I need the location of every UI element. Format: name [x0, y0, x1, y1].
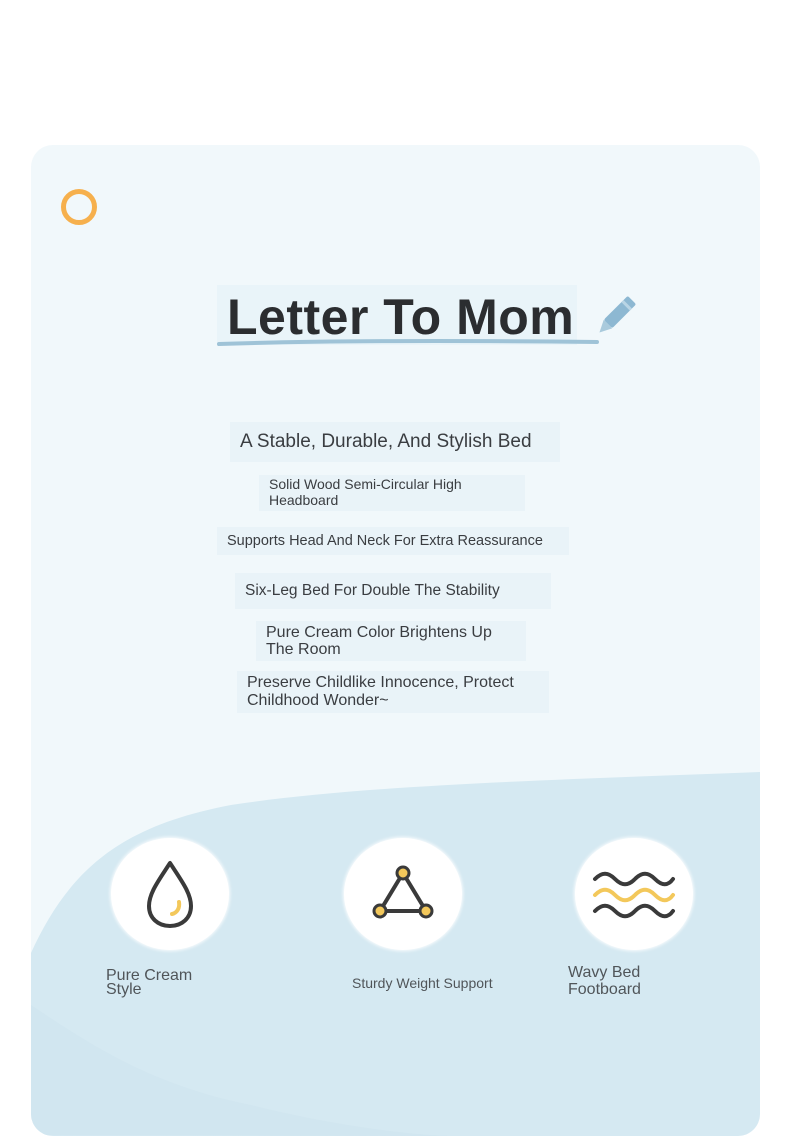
feature-point-1: Solid Wood Semi-Circular High Headboard	[259, 475, 525, 511]
feature-point-4: Pure Cream Color Brightens Up The Room	[256, 621, 526, 661]
feature-point-3: Six-Leg Bed For Double The Stability	[235, 573, 551, 609]
feature-pure-cream	[111, 838, 229, 950]
feature-label-sturdy-support: Sturdy Weight Support	[352, 975, 493, 991]
drop-icon	[111, 838, 229, 950]
page-title: Letter To Mom	[227, 289, 575, 345]
feature-sturdy-support	[344, 838, 462, 950]
wave-lines-icon	[575, 838, 693, 950]
pen-icon	[590, 291, 640, 343]
brush-underline	[217, 337, 617, 351]
feature-point-5: Preserve Childlike Innocence, Protect Childhood Wonder~	[237, 671, 549, 713]
product-card	[31, 145, 760, 1136]
orange-ring-icon	[61, 189, 97, 225]
feature-label-wavy-footboard: Wavy Bed Footboard	[568, 964, 641, 998]
triangle-icon	[344, 838, 462, 950]
title-block	[217, 285, 637, 355]
headline: A Stable, Durable, And Stylish Bed	[230, 422, 560, 462]
feature-wavy-footboard	[575, 838, 693, 950]
feature-label-pure-cream: Pure Cream Style	[106, 967, 193, 998]
feature-point-2: Supports Head And Neck For Extra Reassurance	[217, 527, 569, 555]
